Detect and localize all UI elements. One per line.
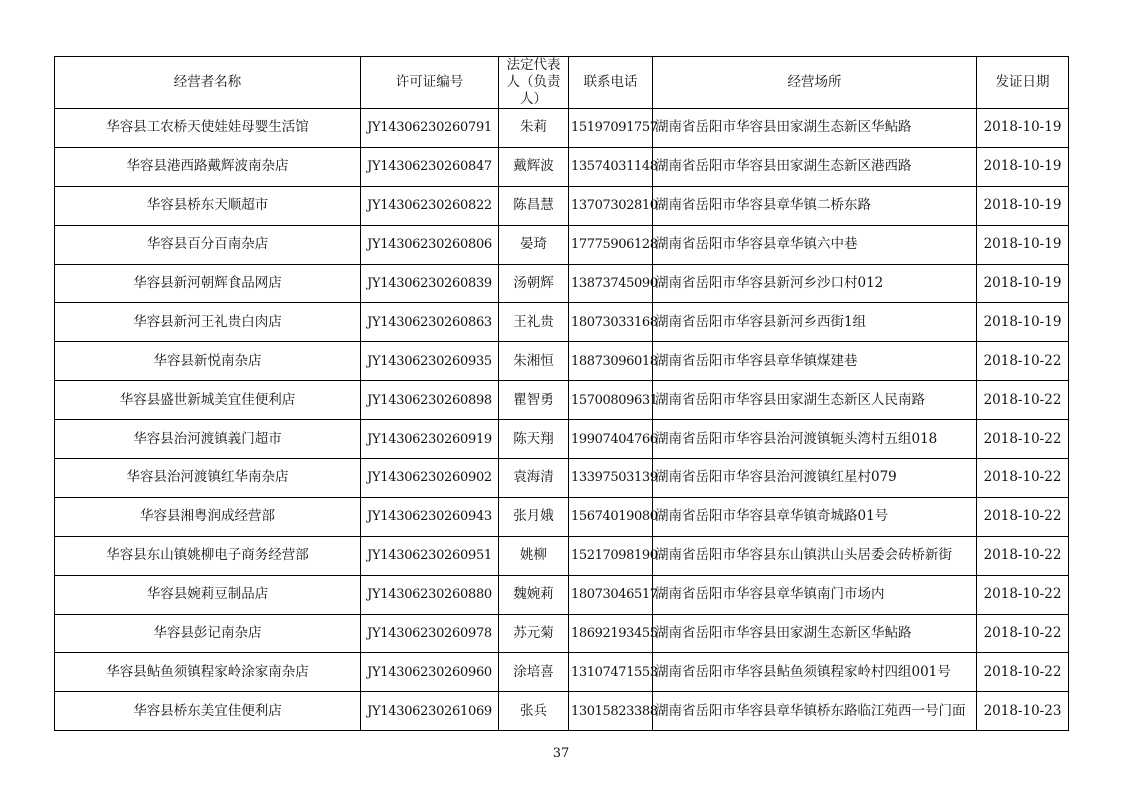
business-address-cell: 湖南省岳阳市华容县田家湖生态新区华鲇路 (653, 109, 977, 148)
license-number-cell: JY14306230260919 (361, 420, 499, 459)
legal-representative-cell: 汤朝辉 (499, 264, 569, 303)
issue-date-cell: 2018-10-22 (977, 653, 1069, 692)
license-number-cell: JY14306230260943 (361, 497, 499, 536)
business-address-cell: 湖南省岳阳市华容县田家湖生态新区港西路 (653, 147, 977, 186)
phone-cell: 18873096018 (569, 342, 653, 381)
phone-cell: 15217098190 (569, 536, 653, 575)
header-license-number: 许可证编号 (361, 57, 499, 109)
license-number-cell: JY14306230260978 (361, 614, 499, 653)
issue-date-cell: 2018-10-19 (977, 264, 1069, 303)
business-address-cell: 湖南省岳阳市华容县章华镇奇城路01号 (653, 497, 977, 536)
license-number-cell: JY14306230260951 (361, 536, 499, 575)
operator-name-cell: 华容县新河朝辉食品网店 (55, 264, 361, 303)
phone-cell: 13015823388 (569, 692, 653, 731)
phone-cell: 13574031148 (569, 147, 653, 186)
license-table (54, 56, 1069, 731)
business-address-cell: 湖南省岳阳市华容县田家湖生态新区华鲇路 (653, 614, 977, 653)
table-row (55, 186, 1069, 225)
legal-representative-cell: 袁海清 (499, 459, 569, 498)
license-number-cell: JY14306230260839 (361, 264, 499, 303)
operator-name-cell: 华容县鲇鱼须镇程家岭涂家南杂店 (55, 653, 361, 692)
license-number-cell: JY14306230260822 (361, 186, 499, 225)
phone-cell: 15674019080 (569, 497, 653, 536)
header-issue-date: 发证日期 (977, 57, 1069, 109)
issue-date-cell: 2018-10-19 (977, 186, 1069, 225)
business-address-cell: 湖南省岳阳市华容县东山镇洪山头居委会砖桥新街 (653, 536, 977, 575)
phone-cell: 15700809631 (569, 381, 653, 420)
phone-cell: 19907404766 (569, 420, 653, 459)
issue-date-cell: 2018-10-22 (977, 420, 1069, 459)
legal-representative-cell: 涂培喜 (499, 653, 569, 692)
operator-name-cell: 华容县桥东美宜佳便利店 (55, 692, 361, 731)
license-number-cell: JY14306230260960 (361, 653, 499, 692)
table-row (55, 692, 1069, 731)
operator-name-cell: 华容县彭记南杂店 (55, 614, 361, 653)
phone-cell: 18073046517 (569, 575, 653, 614)
table-row (55, 342, 1069, 381)
issue-date-cell: 2018-10-22 (977, 381, 1069, 420)
legal-representative-cell: 瞿智勇 (499, 381, 569, 420)
license-number-cell: JY14306230260898 (361, 381, 499, 420)
legal-representative-cell: 朱湘恒 (499, 342, 569, 381)
header-business-address: 经营场所 (653, 57, 977, 109)
table-row (55, 536, 1069, 575)
phone-cell: 13873745090 (569, 264, 653, 303)
license-number-cell: JY14306230260847 (361, 147, 499, 186)
table-row (55, 381, 1069, 420)
phone-cell: 13707302810 (569, 186, 653, 225)
table-row (55, 225, 1069, 264)
legal-representative-cell: 王礼贵 (499, 303, 569, 342)
business-address-cell: 湖南省岳阳市华容县章华镇桥东路临江苑西一号门面 (653, 692, 977, 731)
legal-representative-cell: 陈昌慧 (499, 186, 569, 225)
issue-date-cell: 2018-10-19 (977, 225, 1069, 264)
business-address-cell: 湖南省岳阳市华容县章华镇南门市场内 (653, 575, 977, 614)
license-number-cell: JY14306230260880 (361, 575, 499, 614)
business-address-cell: 湖南省岳阳市华容县治河渡镇轭头湾村五组018 (653, 420, 977, 459)
table-row (55, 459, 1069, 498)
page-number: 37 (552, 746, 570, 761)
operator-name-cell: 华容县治河渡镇義门超市 (55, 420, 361, 459)
header-phone: 联系电话 (569, 57, 653, 109)
legal-representative-cell: 张月娥 (499, 497, 569, 536)
operator-name-cell: 华容县桥东天顺超市 (55, 186, 361, 225)
header-legal-representative: 法定代表人（负责人） (499, 57, 569, 109)
table-row (55, 264, 1069, 303)
table-row (55, 109, 1069, 148)
license-number-cell: JY14306230260806 (361, 225, 499, 264)
issue-date-cell: 2018-10-22 (977, 536, 1069, 575)
legal-representative-cell: 苏元菊 (499, 614, 569, 653)
legal-representative-cell: 张兵 (499, 692, 569, 731)
license-number-cell: JY14306230260935 (361, 342, 499, 381)
issue-date-cell: 2018-10-22 (977, 342, 1069, 381)
business-address-cell: 湖南省岳阳市华容县鲇鱼须镇程家岭村四组001号 (653, 653, 977, 692)
phone-cell: 13397503139 (569, 459, 653, 498)
phone-cell: 15197091757 (569, 109, 653, 148)
license-number-cell: JY14306230261069 (361, 692, 499, 731)
table-row (55, 614, 1069, 653)
business-address-cell: 湖南省岳阳市华容县治河渡镇红星村079 (653, 459, 977, 498)
business-address-cell: 湖南省岳阳市华容县新河乡沙口村012 (653, 264, 977, 303)
legal-representative-cell: 陈天翔 (499, 420, 569, 459)
issue-date-cell: 2018-10-22 (977, 497, 1069, 536)
legal-representative-cell: 晏琦 (499, 225, 569, 264)
operator-name-cell: 华容县东山镇姚柳电子商务经营部 (55, 536, 361, 575)
legal-representative-cell: 姚柳 (499, 536, 569, 575)
operator-name-cell: 华容县新悦南杂店 (55, 342, 361, 381)
table-row (55, 653, 1069, 692)
legal-representative-cell: 魏婉莉 (499, 575, 569, 614)
issue-date-cell: 2018-10-22 (977, 614, 1069, 653)
operator-name-cell: 华容县工农桥天使娃娃母婴生活馆 (55, 109, 361, 148)
issue-date-cell: 2018-10-22 (977, 575, 1069, 614)
operator-name-cell: 华容县婉莉豆制品店 (55, 575, 361, 614)
table-row (55, 303, 1069, 342)
table-row (55, 497, 1069, 536)
table-row (55, 420, 1069, 459)
phone-cell: 13107471553 (569, 653, 653, 692)
license-number-cell: JY14306230260863 (361, 303, 499, 342)
business-address-cell: 湖南省岳阳市华容县章华镇二桥东路 (653, 186, 977, 225)
phone-cell: 17775906128 (569, 225, 653, 264)
table-header-row (55, 57, 1069, 109)
business-address-cell: 湖南省岳阳市华容县章华镇六中巷 (653, 225, 977, 264)
operator-name-cell: 华容县治河渡镇红华南杂店 (55, 459, 361, 498)
license-number-cell: JY14306230260902 (361, 459, 499, 498)
issue-date-cell: 2018-10-22 (977, 459, 1069, 498)
issue-date-cell: 2018-10-19 (977, 303, 1069, 342)
issue-date-cell: 2018-10-19 (977, 147, 1069, 186)
operator-name-cell: 华容县新河王礼贵白肉店 (55, 303, 361, 342)
table-row (55, 575, 1069, 614)
operator-name-cell: 华容县湘粤润成经营部 (55, 497, 361, 536)
header-operator-name: 经营者名称 (55, 57, 361, 109)
issue-date-cell: 2018-10-19 (977, 109, 1069, 148)
table-row (55, 147, 1069, 186)
legal-representative-cell: 朱莉 (499, 109, 569, 148)
operator-name-cell: 华容县盛世新城美宜佳便利店 (55, 381, 361, 420)
business-address-cell: 湖南省岳阳市华容县章华镇煤建巷 (653, 342, 977, 381)
business-address-cell: 湖南省岳阳市华容县新河乡西街1组 (653, 303, 977, 342)
legal-representative-cell: 戴辉波 (499, 147, 569, 186)
operator-name-cell: 华容县港西路戴辉波南杂店 (55, 147, 361, 186)
phone-cell: 18073033168 (569, 303, 653, 342)
business-address-cell: 湖南省岳阳市华容县田家湖生态新区人民南路 (653, 381, 977, 420)
phone-cell: 18692193455 (569, 614, 653, 653)
license-number-cell: JY14306230260791 (361, 109, 499, 148)
issue-date-cell: 2018-10-23 (977, 692, 1069, 731)
operator-name-cell: 华容县百分百南杂店 (55, 225, 361, 264)
